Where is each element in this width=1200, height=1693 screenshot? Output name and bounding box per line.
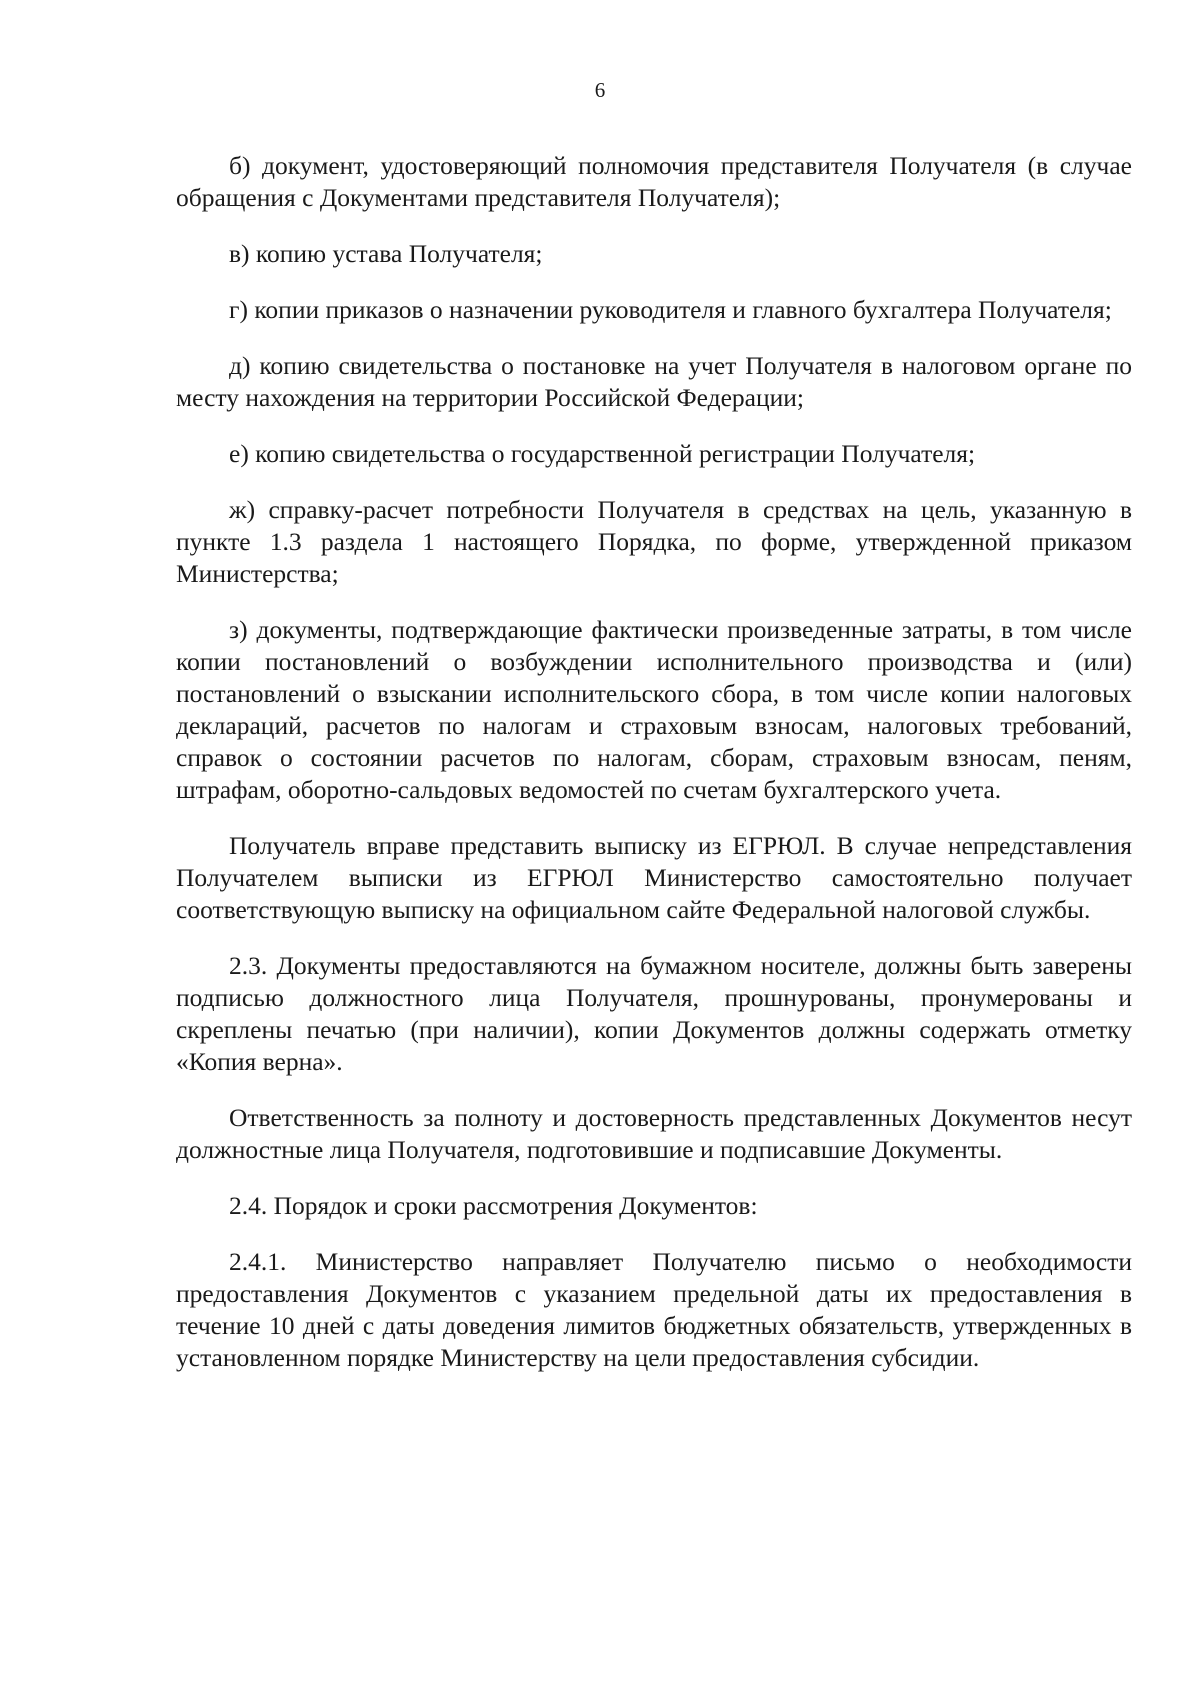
paragraph-2-4-1-ministry-letter: 2.4.1. Министерство направляет Получателю письмо о необходимости предоставления Документов с указанием предельной даты их предоставления в течение 10 дней с даты доведения лимитов бюджетных обязательств, утвержденных в установленном порядке Министерству на цели предоставления субсидии. [176,1247,1132,1372]
paragraph-egrul-extract: Получатель вправе представить выписку из ЕГРЮЛ. В случае непредставления Получателем выписки из ЕГРЮЛ Министерство самостоятельно получает соответствующую выписку на официальном сайте Федеральной налоговой службы. [176,831,1132,924]
paragraph-e-state-registration: е) копию свидетельства о государственной регистрации Получателя; [229,439,976,468]
paragraph-d-tax-registration: д) копию свидетельства о постановке на учет Получателя в налоговом органе по месту нахождения на территории Российской Федерации; [176,351,1132,412]
paragraph-zh-calculation-certificate: ж) справку-расчет потребности Получателя в средствах на цель, указанную в пункте 1.3 раздела 1 настоящего Порядка, по форме, утвержденной приказом Министерства; [176,495,1132,588]
paragraph-v-charter-copy: в) копию устава Получателя; [229,239,543,268]
paragraph-2-3-paper-documents: 2.3. Документы предоставляются на бумажном носителе, должны быть заверены подписью должностного лица Получателя, прошнурованы, пронумерованы и скреплены печатью (при наличии), копии Документов должны содержать отметку «Копия верна». [176,951,1132,1076]
paragraph-g-appointment-orders: г) копии приказов о назначении руководителя и главного бухгалтера Получателя; [229,295,1112,324]
paragraph-responsibility: Ответственность за полноту и достоверность представленных Документов несут должностные лица Получателя, подготовившие и подписавшие Документы. [176,1103,1132,1164]
document-body [176,150,1132,1398]
paragraph-b-representative-authority: б) документ, удостоверяющий полномочия представителя Получателя (в случае обращения с Документами представителя Получателя); [176,151,1132,212]
page-number: 6 [594,78,606,102]
paragraph-z-cost-documents: з) документы, подтверждающие фактически произведенные затраты, в том числе копии постановлений о возбуждении исполнительного производства и (или) постановлений о взыскании исполнительского сбора, в том числе копии налоговых деклараций, расчетов по налогам и страховым взносам, налоговых требований, справок о состоянии расчетов по налогам, сборам, страховым взносам, пеням, штрафам, оборотно-сальдовых ведомостей по счетам бухгалтерского учета. [176,615,1132,804]
paragraph-2-4-review-procedure: 2.4. Порядок и сроки рассмотрения Документов: [229,1191,758,1220]
